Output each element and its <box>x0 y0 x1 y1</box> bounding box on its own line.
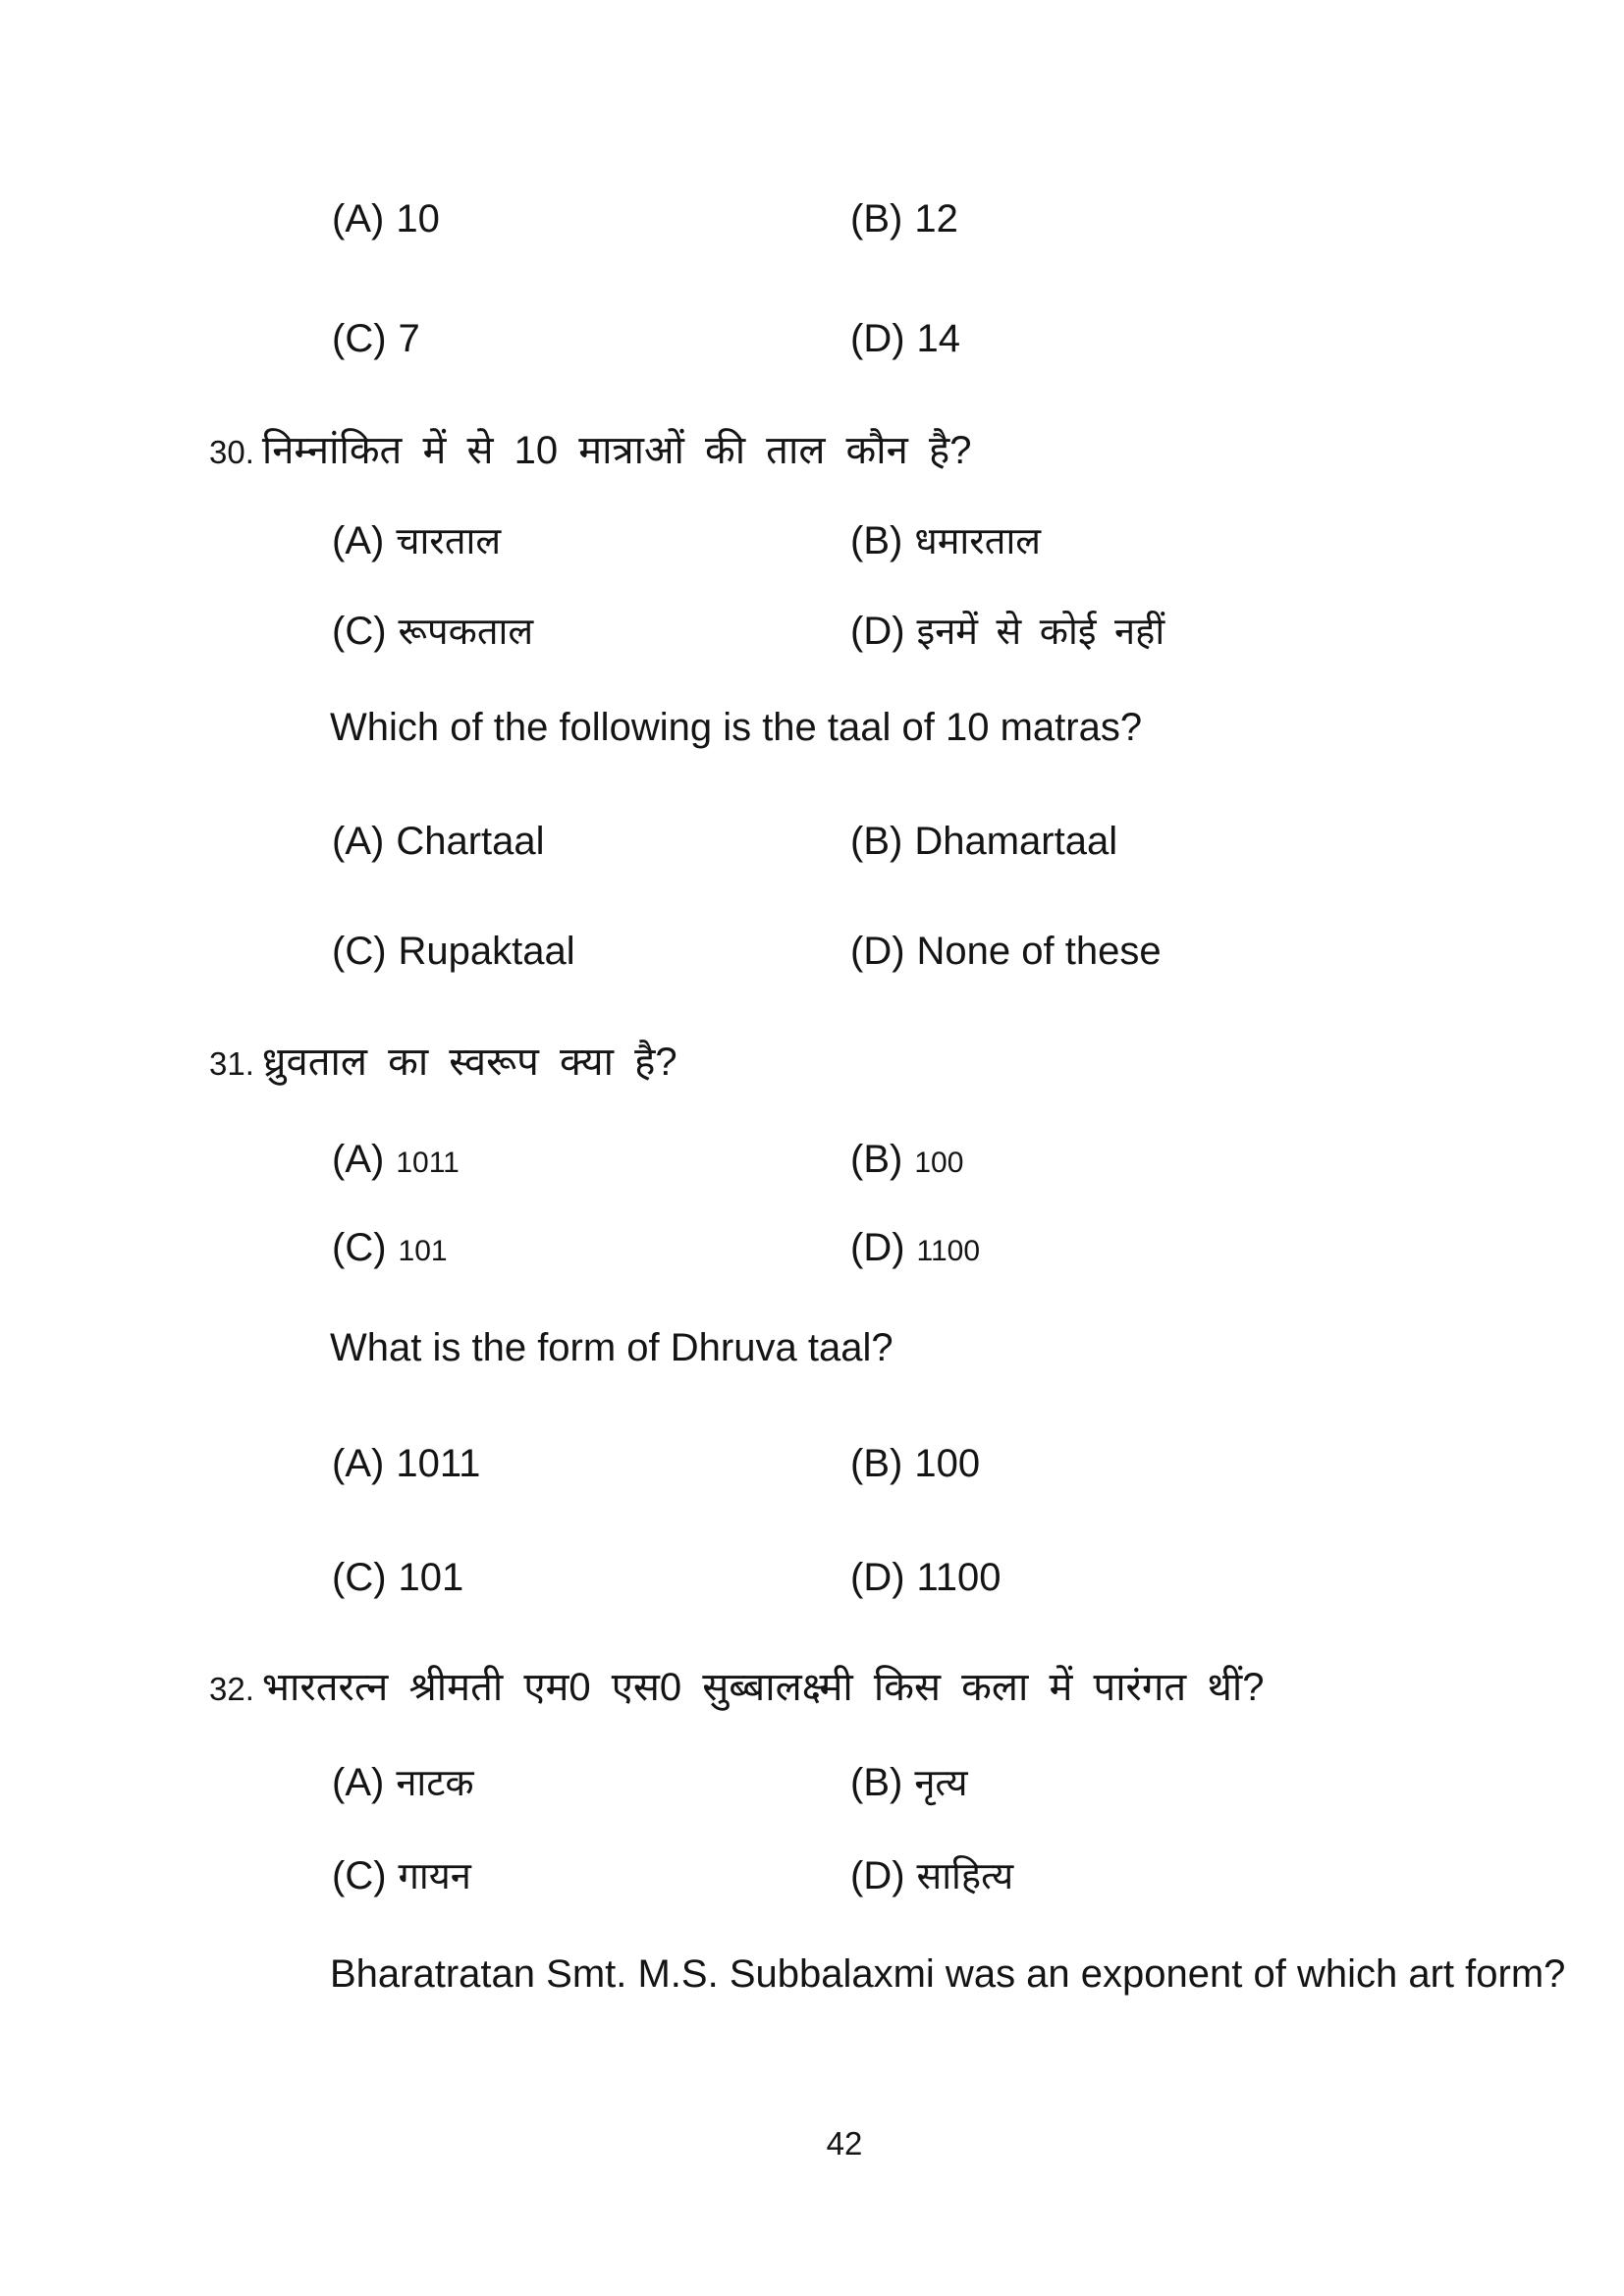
q30-hindi-option-d <box>850 609 1164 655</box>
q31-english-option-c-label: (C) <box>332 1556 387 1599</box>
q30-english-option-a-label: (A) <box>332 820 385 863</box>
q31-hindi-option-c-label: (C) <box>332 1226 387 1269</box>
q32-hindi-option-c-label: (C) <box>332 1854 387 1897</box>
q30-hindi-option-d-label: (D) <box>850 610 905 653</box>
q30-hindi-option-a <box>332 518 501 564</box>
q31-english-option-d <box>850 1555 1001 1600</box>
q32-hindi-option-b-value: नृत्य <box>914 1763 968 1804</box>
q31-hindi-option-c <box>332 1225 448 1270</box>
q32-hindi-option-d-label: (D) <box>850 1854 905 1897</box>
page-number: 42 <box>826 2125 863 2162</box>
q30-question-english: Which of the following is the taal of 10 matras? <box>330 706 1143 749</box>
q32-question-english: Bharatratan Smt. M.S. Subbalaxmi was an exponent of which art form? <box>330 1952 1566 1996</box>
q31-english-option-d-label: (D) <box>850 1556 905 1599</box>
q31-hindi-option-a-label: (A) <box>332 1138 385 1181</box>
q31-hindi-option-d-value: 1100 <box>916 1235 981 1267</box>
q30-hindi-option-b-value: धमारताल <box>914 521 1042 562</box>
q32-hindi-option-c <box>332 1853 471 1899</box>
q29-option-c <box>332 316 420 361</box>
q32-hindi-option-d-value: साहित्य <box>916 1856 1014 1897</box>
q30-english-option-c-value: Rupaktaal <box>398 930 575 973</box>
q30-english-option-c-label: (C) <box>332 930 387 973</box>
q30-hindi-option-c-label: (C) <box>332 610 387 653</box>
q32-hindi-option-b <box>850 1760 967 1806</box>
q30-english-option-b-label: (B) <box>850 820 903 863</box>
q32-hindi-option-c-value: गायन <box>398 1856 471 1897</box>
q31-hindi-option-b <box>850 1137 963 1182</box>
q29-option-b-label: (B) <box>850 197 903 240</box>
q30-hindi-option-d-value: इनमें से कोई नहीं <box>916 612 1165 653</box>
q30-hindi-option-a-label: (A) <box>332 519 385 562</box>
q31-english-option-c <box>332 1555 463 1600</box>
q32-question-hindi-line <box>209 1664 1265 1711</box>
q31-question-hindi-line <box>209 1039 677 1086</box>
q30-number: 30. <box>209 434 254 470</box>
q31-english-option-b-label: (B) <box>850 1442 903 1485</box>
q30-english-option-d-label: (D) <box>850 930 905 973</box>
q30-english-option-a-value: Chartaal <box>396 820 545 863</box>
q30-english-option-b-value: Dhamartaal <box>914 820 1118 863</box>
q30-hindi-option-c-value: रूपकताल <box>398 612 534 653</box>
q31-hindi-option-a <box>332 1137 460 1182</box>
q31-hindi-option-d-label: (D) <box>850 1226 905 1269</box>
q30-english-option-d <box>850 929 1162 974</box>
q30-english-option-c <box>332 929 575 974</box>
q32-hindi-option-d <box>850 1853 1013 1899</box>
q31-number: 31. <box>209 1045 254 1082</box>
q31-hindi-option-b-value: 100 <box>914 1147 964 1179</box>
q31-english-option-b-value: 100 <box>914 1442 981 1485</box>
q29-option-d-value: 14 <box>916 317 961 360</box>
q31-english-option-a <box>332 1441 480 1486</box>
q30-hindi-option-a-value: चारताल <box>396 521 502 562</box>
q30-hindi-option-b-label: (B) <box>850 519 903 562</box>
q30-hindi-option-b <box>850 518 1041 564</box>
q31-english-option-c-value: 101 <box>398 1556 464 1599</box>
q31-english-option-d-value: 1100 <box>916 1556 1001 1599</box>
q32-question-hindi: भारतरत्न श्रीमती एम0 एस0 सुब्बालक्ष्मी किस कला में पारंगत थीं? <box>261 1666 1265 1709</box>
q31-hindi-option-a-value: 1011 <box>396 1147 460 1179</box>
q30-english-option-a <box>332 819 545 864</box>
q32-hindi-option-a <box>332 1760 474 1806</box>
q31-question-english: What is the form of Dhruva taal? <box>330 1326 893 1369</box>
q31-hindi-option-b-label: (B) <box>850 1138 903 1181</box>
q32-hindi-option-a-label: (A) <box>332 1761 385 1804</box>
q29-option-c-value: 7 <box>398 317 420 360</box>
q31-question-hindi: ध्रुवताल का स्वरूप क्या है? <box>261 1041 677 1084</box>
q31-hindi-option-c-value: 101 <box>398 1235 448 1267</box>
q31-english-option-b <box>850 1441 980 1486</box>
q30-question-hindi-line <box>209 427 971 474</box>
q29-option-a-label: (A) <box>332 197 385 240</box>
q32-hindi-option-a-value: नाटक <box>396 1763 474 1804</box>
q30-question-hindi: निम्नांकित में से 10 मात्राओं की ताल कौन है? <box>261 429 972 472</box>
q29-option-a <box>332 196 440 241</box>
q30-english-option-d-value: None of these <box>916 930 1162 973</box>
q29-option-d-label: (D) <box>850 317 905 360</box>
q29-option-b <box>850 196 958 241</box>
q30-hindi-option-c <box>332 609 533 655</box>
q29-option-d <box>850 316 960 361</box>
q29-option-b-value: 12 <box>914 197 958 240</box>
q32-number: 32. <box>209 1671 254 1707</box>
q32-hindi-option-b-label: (B) <box>850 1761 903 1804</box>
q29-option-a-value: 10 <box>396 197 440 240</box>
q30-english-option-b <box>850 819 1117 864</box>
q31-hindi-option-d <box>850 1225 980 1270</box>
q31-english-option-a-label: (A) <box>332 1442 385 1485</box>
q31-english-option-a-value: 1011 <box>396 1442 481 1485</box>
q29-option-c-label: (C) <box>332 317 387 360</box>
